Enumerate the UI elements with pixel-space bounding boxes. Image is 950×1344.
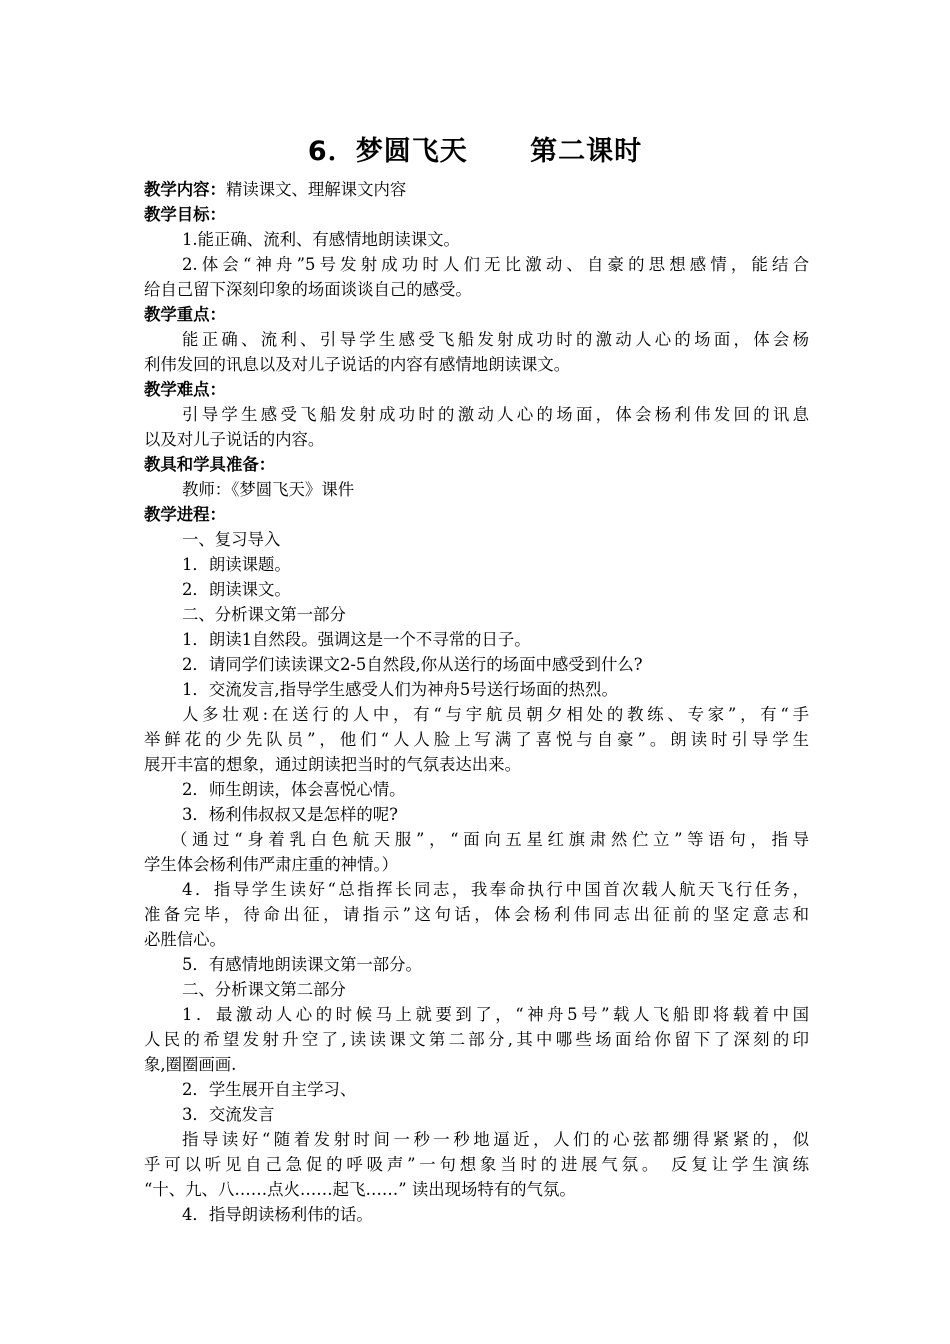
list-item: 2．师生朗读，体会喜悦心情。 [182, 780, 406, 799]
list-item: 2．请同学们读读课文2-5自然段,你从送行的场面中感受到什么? [182, 655, 643, 674]
list-item: 3．杨利伟叔叔又是怎样的呢? [182, 805, 398, 824]
paragraph-line: 乎可以听见自己急促的呼吸声”一句想象当时的进展气氛。 反复让学生演练 [144, 1155, 809, 1174]
content-row [144, 177, 809, 202]
paragraph-line: 必胜信心。 [144, 930, 226, 949]
list-item: 2．朗读课文。 [182, 580, 291, 599]
focus-line-2: 利伟发回的讯息以及对儿子说话的内容有感情地朗读课文。 [144, 355, 571, 374]
difficulty-line-2: 以及对儿子说话的内容。 [144, 430, 325, 449]
difficulty-line-1: 引导学生感受飞船发射成功时的激动人心的场面，体会杨利伟发回的讯息 [182, 405, 809, 424]
content-text: 精读课文、理解课文内容 [225, 180, 407, 199]
process-label: 教学进程： [144, 505, 226, 524]
paragraph-line: 4．指导学生读好“总指挥长同志，我奉命执行中国首次载人航天飞行任务， [182, 880, 809, 899]
paragraph-line: （通过“身着乳白色航天服”，“面向五星红旗肃然伫立”等语句，指导 [171, 830, 809, 849]
goal-2-line-1: 2.体会“神舟”5号发射成功时人们无比激动、自豪的思想感情，能结合 [182, 255, 809, 274]
list-item: 1．朗读1自然段。强调这是一个不寻常的日子。 [182, 630, 531, 649]
document-body [144, 177, 809, 1227]
paragraph-line: 人多壮观:在送行的人中，有“与宇航员朝夕相处的教练、专家”，有“手 [182, 705, 809, 724]
page-title: 6．梦圆飞天 第二课时 [307, 136, 643, 167]
goal-2-line-2: 给自己留下深刻印象的场面谈谈自己的感受。 [144, 280, 472, 299]
paragraph-line: 学生体会杨利伟严肃庄重的神情。） [144, 855, 399, 874]
goal-1: 1.能正确、流利、有感情地朗读课文。 [182, 230, 460, 249]
tools-label: 教具和学具准备： [144, 455, 276, 474]
list-item: 5．有感情地朗读课文第一部分。 [182, 955, 422, 974]
goals-label: 教学目标： [144, 205, 226, 224]
content-label: 教学内容： [144, 180, 226, 199]
section-1-heading: 一、复习导入 [182, 530, 281, 549]
focus-label: 教学重点： [144, 305, 226, 324]
list-item: 1．朗读课题。 [182, 555, 291, 574]
paragraph-line: 展开丰富的想象，通过朗读把当时的气氛表达出来。 [144, 755, 521, 774]
list-item: 2．学生展开自主学习、 [182, 1080, 357, 1099]
section-3-heading: 二、分析课文第二部分 [182, 980, 346, 999]
paragraph-line: 1．最激动人心的时候马上就要到了，“神舟5号”载人飞船即将载着中国 [182, 1005, 809, 1024]
paragraph-line: 人民的希望发射升空了,读读课文第二部分,其中哪些场面给你留下了深刻的印 [144, 1030, 809, 1049]
paragraph-line: 举鲜花的少先队员”，他们“人人脸上写满了喜悦与自豪”。朗读时引导学生 [144, 730, 809, 749]
paragraph-line: 准备完毕，待命出征，请指示”这句话，体会杨利伟同志出征前的坚定意志和 [144, 905, 809, 924]
section-2-heading: 二、分析课文第一部分 [182, 605, 346, 624]
list-item: 1．交流发言,指导学生感受人们为神舟5号送行场面的热烈。 [182, 680, 618, 699]
difficulty-label: 教学难点： [144, 380, 226, 399]
tools-text: 教师：《梦圆飞天》课件 [182, 480, 355, 499]
paragraph-line: “十、九、八……点火……起飞……” 读出现场特有的气氛。 [144, 1180, 576, 1199]
paragraph-line: 象,圈圈画画. [144, 1055, 237, 1074]
list-item: 4．指导朗读杨利伟的话。 [182, 1205, 373, 1224]
focus-line-1: 能正确、流利、引导学生感受飞船发射成功时的激动人心的场面，体会杨 [182, 330, 809, 349]
list-item: 3．交流发言 [182, 1105, 275, 1124]
paragraph-line: 指导读好“随着发射时间一秒一秒地逼近，人们的心弦都绷得紧紧的，似 [182, 1130, 809, 1149]
